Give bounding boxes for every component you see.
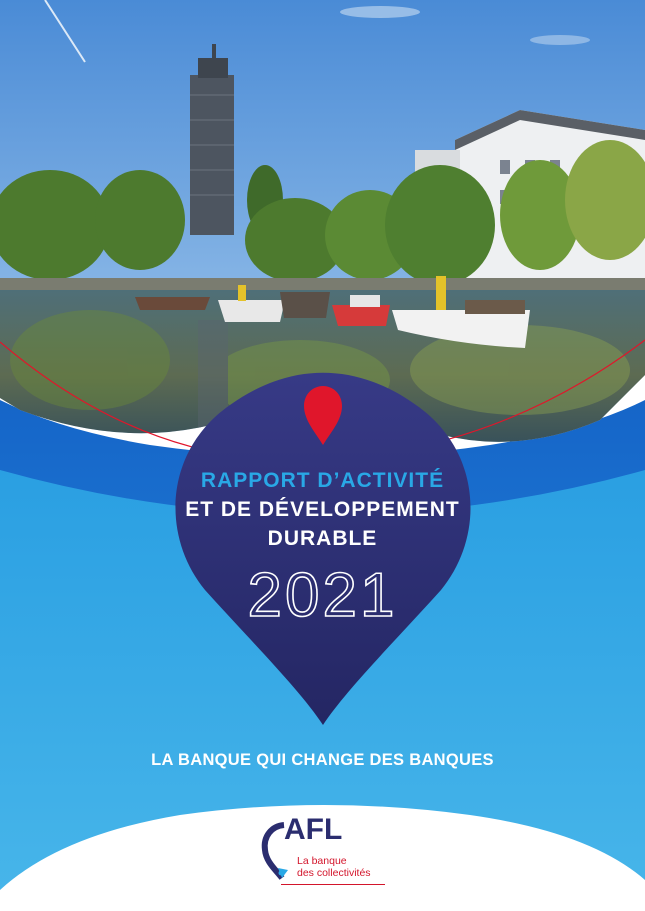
logo-subtitle-line1: La banque xyxy=(297,855,347,867)
report-title-line3: DURABLE xyxy=(267,527,378,550)
report-year: 2021 xyxy=(247,561,398,630)
logo-underline xyxy=(281,884,385,885)
report-title-line2: ET DE DÉVELOPPEMENT xyxy=(185,498,460,521)
logo-wordmark: AFL xyxy=(284,813,343,846)
tagline: LA BANQUE QUI CHANGE DES BANQUES xyxy=(151,751,494,769)
logo-subtitle-line2: des collectivités xyxy=(297,867,371,879)
report-title-line1: RAPPORT D’ACTIVITÉ xyxy=(200,469,445,492)
